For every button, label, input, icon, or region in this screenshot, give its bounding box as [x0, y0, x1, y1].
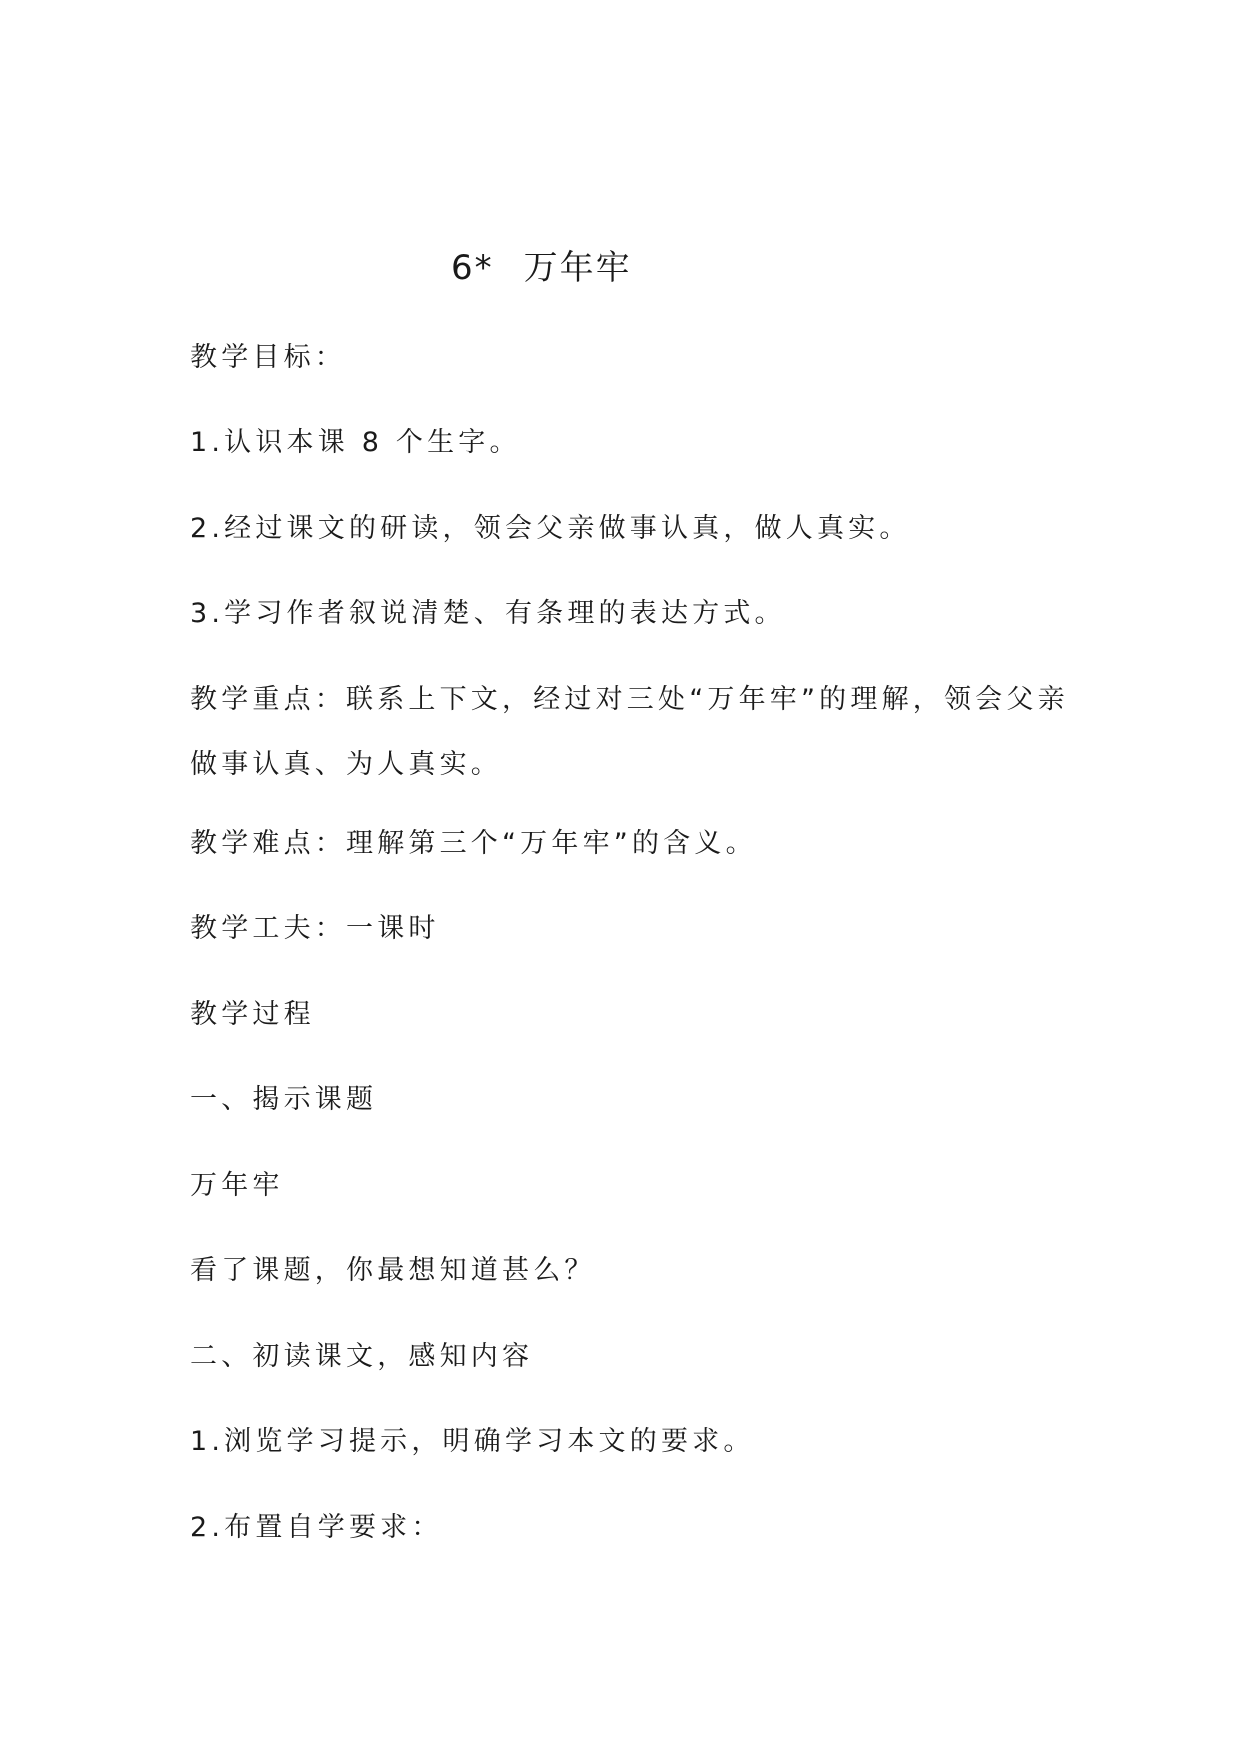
- section-2-item-1: 1.浏览学习提示，明确学习本文的要求。: [190, 1426, 755, 1457]
- process-heading: 教学过程: [190, 999, 315, 1030]
- difficulty: 教学难点：理解第三个“万年牢”的含义。: [190, 828, 757, 859]
- duration: 教学工夫：一课时: [190, 913, 440, 944]
- section-1-heading: 一、揭示课题: [190, 1084, 378, 1115]
- objective-3: 3.学习作者叙说清楚、有条理的表达方式。: [190, 598, 786, 629]
- section-2-heading: 二、初读课文，感知内容: [190, 1341, 534, 1372]
- section-1-question: 看了课题，你最想知道甚么？: [190, 1255, 596, 1286]
- objective-2: 2.经过课文的研读，领会父亲做事认真，做人真实。: [190, 513, 911, 544]
- objective-1: 1.认识本课 8 个生字。: [190, 427, 521, 458]
- title-number: 6*: [451, 248, 494, 288]
- section-2-item-2: 2.布置自学要求：: [190, 1512, 443, 1543]
- title-text: 万年牢: [523, 248, 632, 288]
- objectives-heading: 教学目标：: [190, 342, 346, 373]
- section-1-title: 万年牢: [190, 1170, 284, 1201]
- key-points: 教学重点：联系上下文，经过对三处“万年牢”的理解，领会父亲做事认真、为人真实。: [190, 684, 1069, 780]
- document-title: [451, 246, 632, 290]
